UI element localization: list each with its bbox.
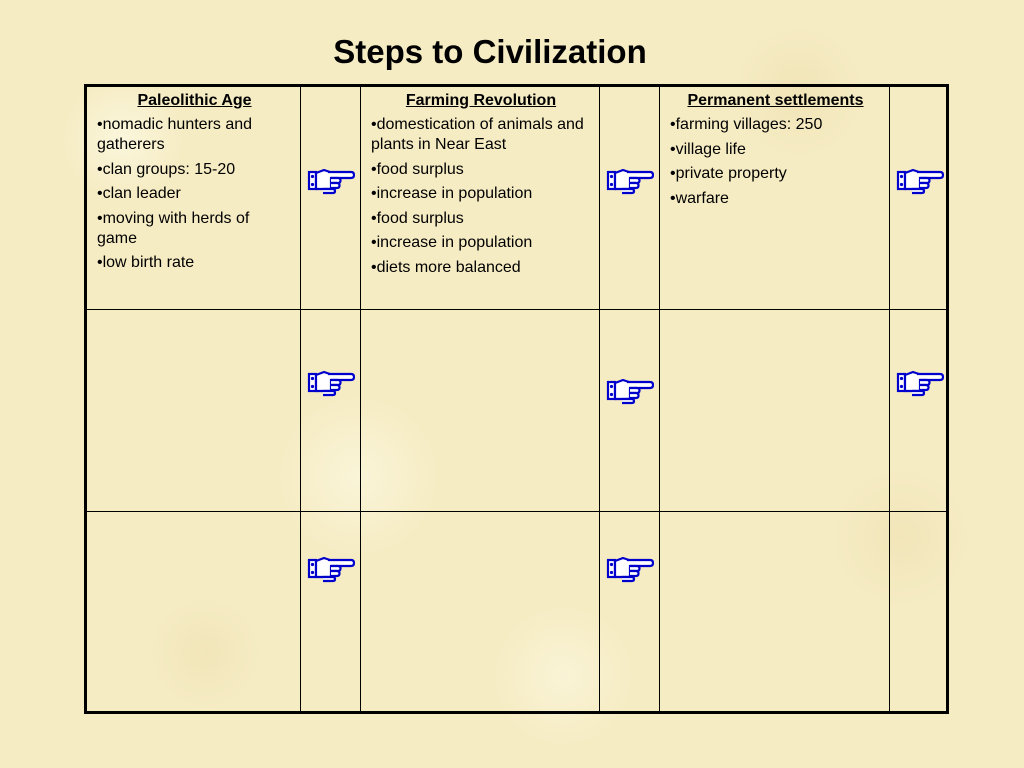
- pointing-hand-right-icon: [606, 550, 654, 586]
- list-item: •village life: [670, 140, 746, 158]
- farming-revolution-cell: [361, 87, 600, 310]
- list-item: •private property: [670, 165, 787, 182]
- pointing-hand-right-icon: [606, 372, 654, 408]
- list-item: •clan groups: 15-20: [97, 160, 236, 178]
- column-heading-settlements: Permanent settlements: [687, 92, 864, 109]
- arrow-cell: [890, 87, 949, 310]
- page-title: Steps to Civilization: [333, 33, 647, 70]
- empty-cell: [87, 310, 301, 512]
- empty-cell: [660, 512, 890, 711]
- list-item: •food surplus: [371, 160, 464, 178]
- list-item: •low birth rate: [97, 254, 195, 271]
- pointing-hand-right-icon: [307, 550, 355, 586]
- arrow-cell: [301, 310, 361, 512]
- arrow-cell: [600, 87, 660, 310]
- empty-cell: [361, 512, 600, 711]
- list-item: •domestication of animals and plants in Near East: [371, 116, 584, 153]
- list-item: •nomadic hunters and gatherers: [97, 116, 253, 153]
- pointing-hand-right-icon: [896, 162, 944, 198]
- empty-cell: [660, 310, 890, 512]
- arrow-cell: [600, 310, 660, 512]
- list-item: •food surplus: [371, 209, 464, 227]
- list-item: •moving with herds of game: [97, 209, 250, 247]
- column-heading-paleolithic: Paleolithic Age: [137, 92, 252, 109]
- column-heading-farming: Farming Revolution: [405, 92, 557, 109]
- list-item: •increase in population: [371, 185, 533, 202]
- paleolithic-age-cell: [87, 87, 301, 310]
- paleolithic-list: [97, 115, 292, 273]
- empty-cell: [890, 512, 949, 711]
- pointing-hand-right-icon: [606, 162, 654, 198]
- list-item: •increase in population: [371, 234, 533, 251]
- arrow-cell: [301, 512, 361, 711]
- pointing-hand-right-icon: [307, 364, 355, 400]
- arrow-cell: [890, 310, 949, 512]
- pointing-hand-right-icon: [896, 364, 944, 400]
- list-item: •farming villages: 250: [670, 116, 823, 133]
- empty-cell: [87, 512, 301, 711]
- civilization-steps-table: [84, 84, 949, 714]
- list-item: •clan leader: [97, 185, 181, 202]
- settlements-list: [670, 115, 881, 209]
- permanent-settlements-cell: [660, 87, 890, 310]
- arrow-cell: [301, 87, 361, 310]
- farming-list: [371, 115, 591, 278]
- arrow-cell: [600, 512, 660, 711]
- list-item: •diets more balanced: [371, 258, 521, 276]
- pointing-hand-right-icon: [307, 162, 355, 198]
- list-item: •warfare: [670, 189, 729, 207]
- empty-cell: [361, 310, 600, 512]
